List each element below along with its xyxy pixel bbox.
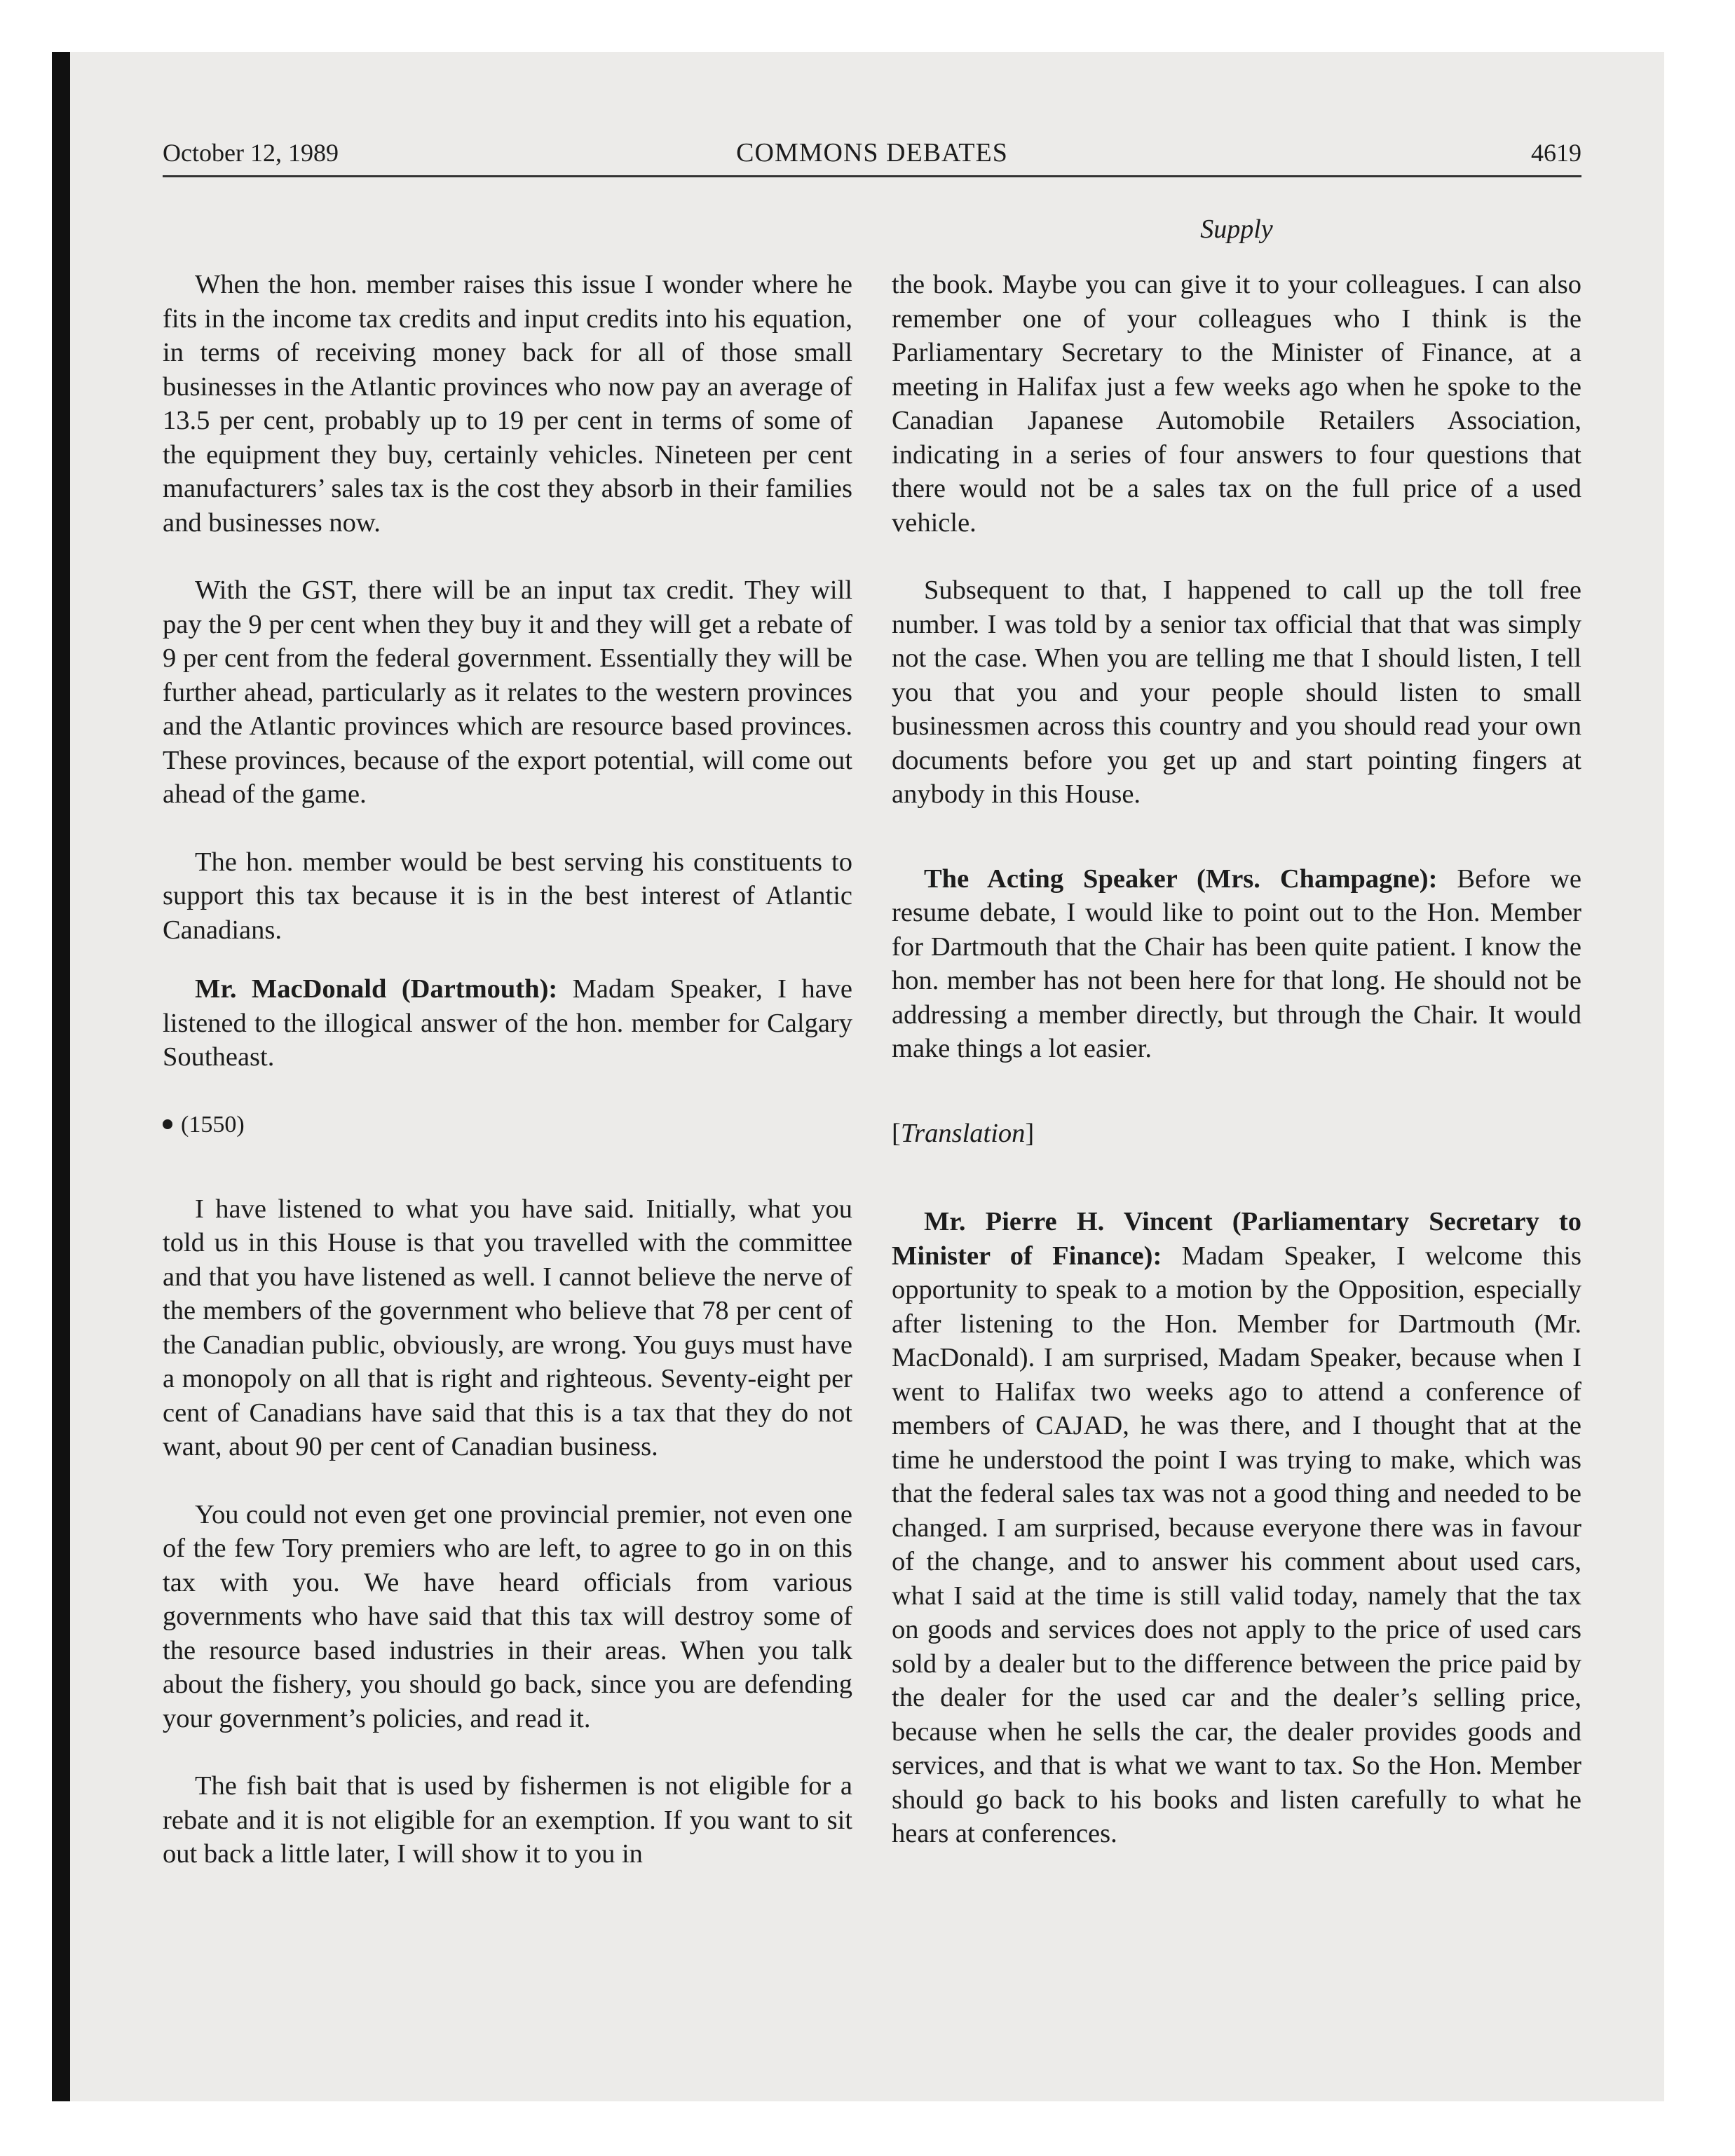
speech-text: Madam Speaker, I welcome this opportunity to speak to a motion by the Opposition, especially after listening to the Hon. Member for Dartmouth (Mr. MacDonald). I am surprised, Madam Speaker, because when I went to Halifax two weeks ago to attend a conference of members of CAJAD, he was there, and I thought that at the time he understood the point I was trying to make, which was that the federal sales tax was not a good thing and needed to be changed. I am surprised, because everyone there was in favour of the change, and to answer his comment about used cars, what I said at the time is still valid today, namely that the tax on goods and services does not apply to the price of used cars sold by a dealer but to the difference between the price paid by the dealer for the used car and the dealer’s selling price, because when he sells the car, the dealer provides goods and services, and that is what we want to tax. So the Hon. Member should go back to his books and listen carefully to what he hears at conferences. — [892, 1241, 1581, 1848]
right-column — [892, 268, 1581, 1885]
speaker-name: The Acting Speaker (Mrs. Champagne): — [924, 864, 1438, 894]
header-title: COMMONS DEBATES — [736, 138, 1008, 168]
speaker-name: Mr. Pierre H. Vincent (Parliamentary Secretary to Minister of Finance): — [892, 1207, 1581, 1271]
paragraph: The fish bait that is used by fishermen is not eligible for a rebate and it is not eligible for an exemption. If you want to sit out back a little later, I will show it to you in — [163, 1771, 852, 1869]
speech-text: Before we resume debate, I would like to point out to the Hon. Member for Dartmouth that the Chair has been quite patient. I know the hon. member has not been here for that long. He should not be addressing a member directly, but through the Chair. It would make things a lot easier. — [892, 864, 1582, 1063]
paragraph: The hon. member would be best serving his constituents to support this tax because it is in the best interest of Atlantic Canadians. — [163, 847, 852, 945]
section-title: Supply — [1200, 214, 1273, 244]
paragraph: I have listened to what you have said. Initially, what you told us in this House is that you travelled with the committee and that you have listened as well. I cannot believe the nerve of the members of the government who believe that 78 per cent of the Canadian public, obviously, are wrong. You guys must have a monopoly on all that is right and righteous. Seventy-eight per cent of Canadians have said that this is a tax that they do not want, about 90 per cent of Canadian business. — [163, 1194, 852, 1461]
translation-label: Translation — [900, 1118, 1026, 1148]
paragraph: Subsequent to that, I happened to call up the toll free number. I was told by a senior tax official that that was simply not the case. When you are telling me that I should listen, I tell you that you and your people should listen to small businessmen across this country and you should read your own documents before you get up and start pointing fingers at anybody in this House. — [892, 575, 1581, 809]
translation-marker: [Translation] — [892, 1118, 1035, 1148]
time-marker-text: (1550) — [181, 1111, 245, 1138]
paragraph: With the GST, there will be an input tax credit. They will pay the 9 per cent when they buy it and they will get a rebate of 9 per cent from the federal government. Essentially they will be further ahead, particularly as it relates to the western provinces and the Atlantic provinces which are resource based provinces. These provinces, because of the export potential, will come out ahead of the game. — [163, 575, 852, 809]
paragraph: You could not even get one provincial premier, not even one of the few Tory premiers who are left, to agree to go in on this tax with you. We have heard officials from various governments who have said that this tax will destroy some of the resource based industries in their areas. When you talk about the fishery, you should go back, since you are defending your government’s policies, and read it. — [163, 1499, 852, 1733]
speech-paragraph — [892, 1205, 1581, 1851]
paragraph: When the hon. member raises this issue I wonder where he fits in the income tax credits and input credits into his equation, in terms of receiving money back for all of those small businesses in the Atlantic provinces who now pay an average of 13.5 per cent, probably up to 19 per cent in terms of some of the equipment they buy, certainly vehicles. Nineteen per cent manufacturers’ sales tax is the cost they absorb in their families and businesses now. — [163, 270, 852, 538]
header-date: October 12, 1989 — [163, 139, 339, 167]
header-rule — [163, 175, 1581, 177]
page-number: 4619 — [1531, 139, 1581, 167]
speaker-name: Mr. MacDonald (Dartmouth): — [195, 974, 558, 1004]
page-header — [163, 133, 1581, 172]
speech-paragraph — [163, 972, 852, 1074]
speech-text: Madam Speaker, I have listened to the illogical answer of the hon. member for Calgary Southeast. — [163, 974, 852, 1072]
bullet-icon — [163, 1119, 172, 1129]
speech-paragraph — [892, 862, 1581, 1066]
left-column — [163, 268, 852, 1905]
paragraph: the book. Maybe you can give it to your colleagues. I can also remember one of your colleagues who I think is the Parliamentary Secretary to the Minister of Finance, at a meeting in Halifax just a few weeks ago when he spoke to the Canadian Japanese Automobile Retailers Association, indicating in a series of four answers to four questions that there would not be a sales tax on the full price of a used vehicle. — [892, 270, 1581, 538]
time-marker — [163, 1108, 852, 1142]
scan-border — [52, 52, 70, 2101]
